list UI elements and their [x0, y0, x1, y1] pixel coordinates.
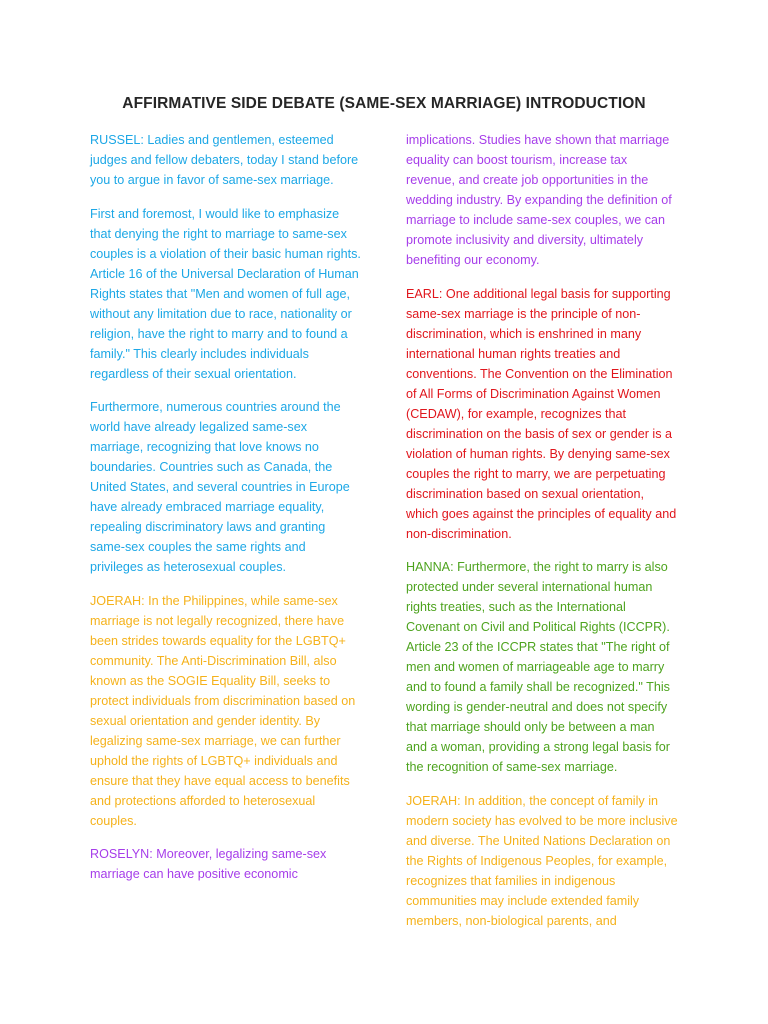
paragraph-russel-intro: RUSSEL: Ladies and gentlemen, esteemed judges and fellow debaters, today I stand before you to argue in favor of same-sex marriage. — [90, 133, 359, 187]
left-column — [90, 130, 362, 898]
document-title: AFFIRMATIVE SIDE DEBATE (SAME-SEX MARRIAGE) INTRODUCTION — [122, 95, 646, 112]
paragraph-russel-human-rights: First and foremost, I would like to emphasize that denying the right to marriage to same-sex couples is a violation of their basic human rights. Article 16 of the Universal Declaration of Human Rights states that "Men and women of full age, without any limitation due to race, nationality or religion, have the right to marry and to found a family." This clearly includes individuals regardless of their sexual orientation. — [90, 206, 361, 381]
paragraph-joerah-philippines: JOERAH: In the Philippines, while same-sex marriage is not legally recognized, there have been strides towards equality for the LGBTQ+ community. The Anti-Discrimination Bill, also known as the SOGIE Equality Bill, seeks to protect individuals from discrimination based on sexual orientation and gender identity. By legalizing same-sex marriage, we can further uphold the rights of LGBTQ+ individuals and ensure that they have equal access to benefits and protections afforded to heterosexual couples. — [90, 593, 356, 828]
paragraph-roselyn-economic: ROSELYN: Moreover, legalizing same-sex marriage can have positive economic — [90, 847, 327, 881]
paragraph-hanna-iccpr: HANNA: Furthermore, the right to marry is also protected under several international human rights treaties, such as the International Covenant on Civil and Political Rights (ICCPR). Article 23 of the ICCPR states that "The right of men and women of marriageable age to marry and to found a family shall be recognized." This wording is gender-neutral and does not specify that marriage should only be between a man and a woman, providing a strong legal basis for the recognition of same-sex marriage. — [406, 560, 670, 774]
paragraph-earl-non-discrimination: EARL: One additional legal basis for supporting same-sex marriage is the principle of non-discrimination, which is enshrined in many international human rights treaties and conventions. The Convention on the Elimination of All Forms of Discrimination Against Women (CEDAW), for example, recognizes that discrimination on the basis of sex or gender is a violation of human rights. By denying same-sex couples the right to marry, we are perpetuating discrimination based on sexual orientation, which goes against the principles of equality and non-discrimination. — [406, 286, 677, 541]
paragraph-russel-countries: Furthermore, numerous countries around the world have already legalized same-sex marriage, recognizing that love knows no boundaries. Countries such as Canada, the United States, and several countries in Europe have already embraced marriage equality, repealing discriminatory laws and granting same-sex couples the same rights and privileges as heterosexual couples. — [90, 400, 350, 574]
right-column — [406, 130, 678, 944]
paragraph-joerah-family: JOERAH: In addition, the concept of family in modern society has evolved to be more inclusive and diverse. The United Nations Declaration on the Rights of Indigenous Peoples, for example, recognizes that families in indigenous communities may include extended family members, non-biological parents, and — [406, 793, 678, 928]
paragraph-roselyn-economic-cont: implications. Studies have shown that marriage equality can boost tourism, increase tax revenue, and create job opportunities in the wedding industry. By expanding the definition of marriage to include same-sex couples, we can promote inclusivity and diversity, ultimately benefiting our economy. — [406, 133, 672, 267]
